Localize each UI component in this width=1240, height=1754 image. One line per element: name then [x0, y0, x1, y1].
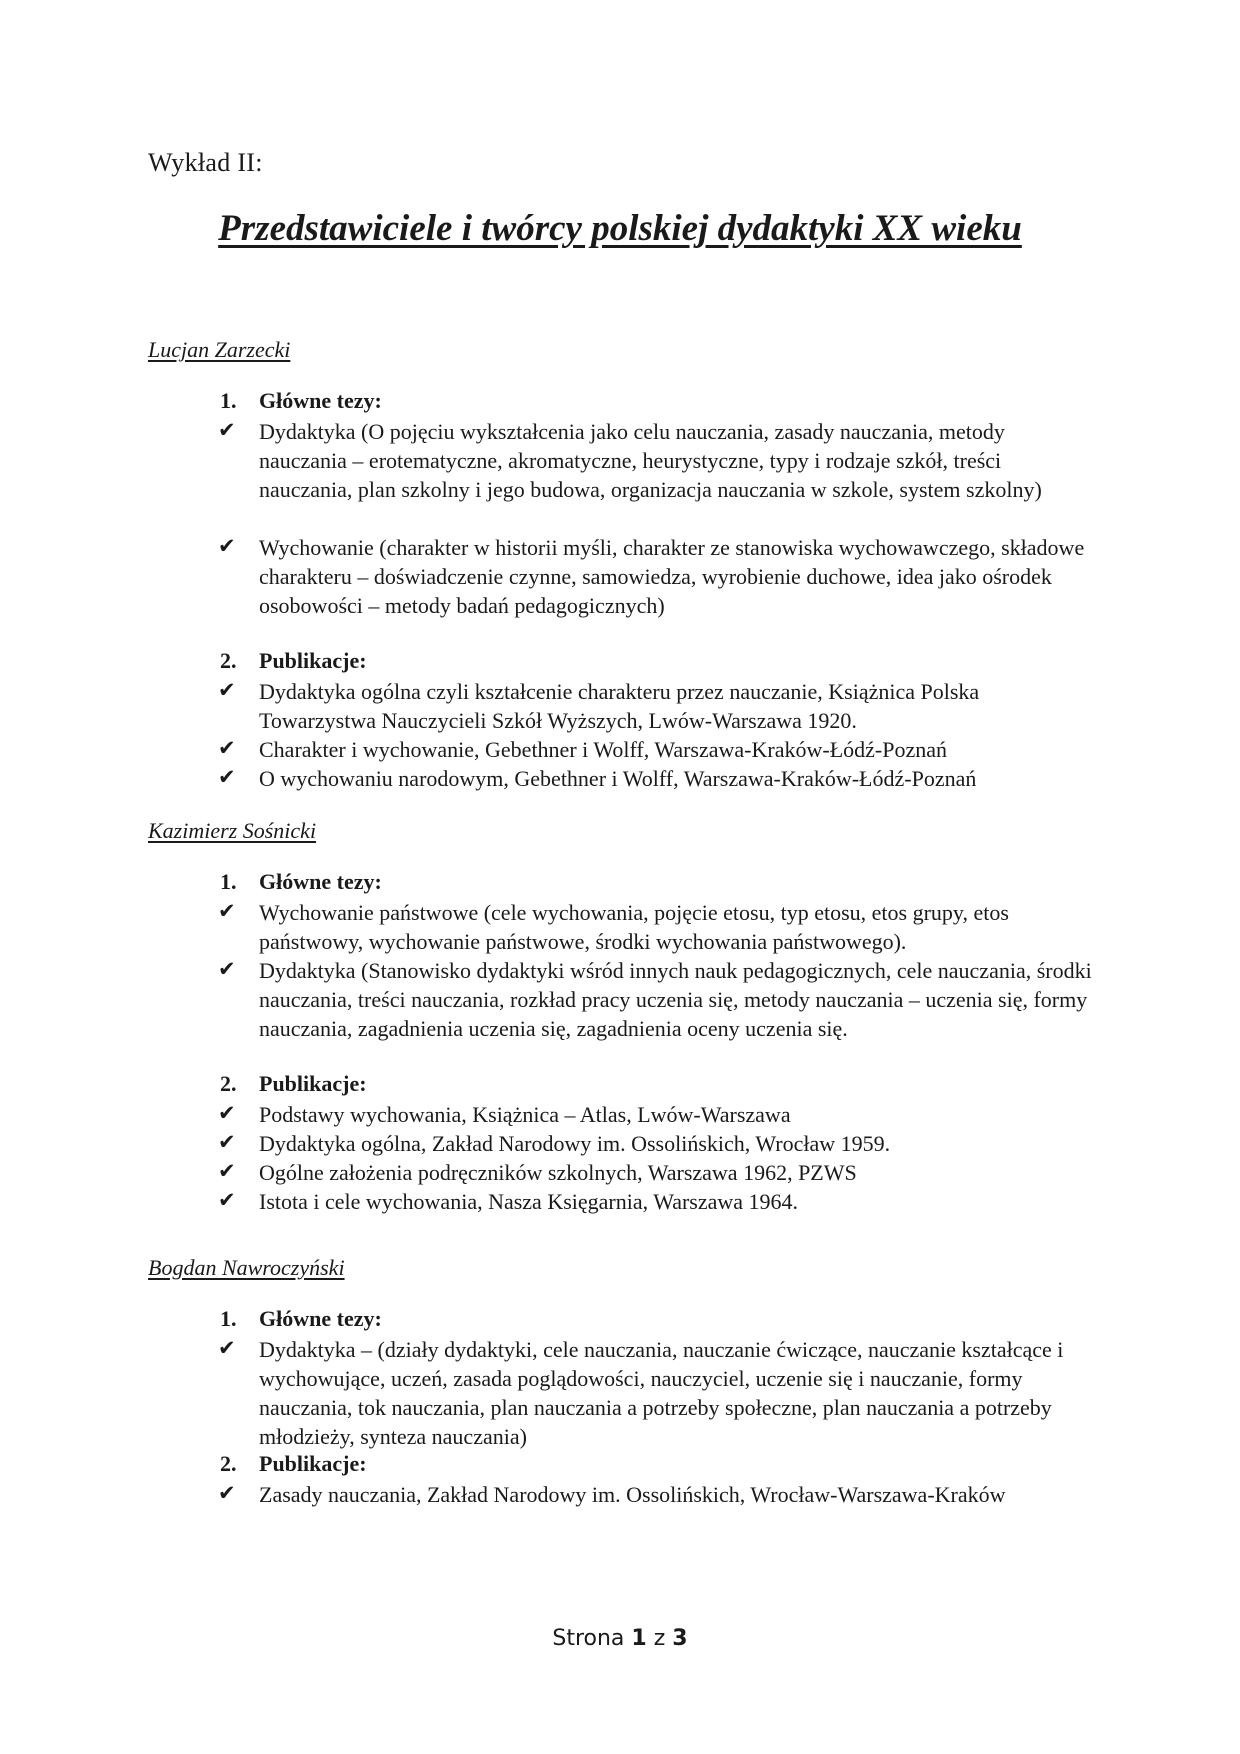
page-separator: z	[653, 1626, 666, 1651]
publications-heading	[220, 1071, 367, 1097]
list-item	[218, 533, 1098, 620]
list-item	[218, 1129, 1098, 1158]
item-text: Wychowanie (charakter w historii myśli, charakter ze stanowiska wychowawczego, składowe charakteru – doświadczenie czynne, samowiedza, wyrobienie duchowe, idea jako ośrodek osobowości – metody badań pedagogicznych)	[259, 535, 1085, 618]
item-text: Charakter i wychowanie, Gebethner i Wolff, Warszawa-Kraków-Łódź-Poznań	[259, 737, 947, 762]
list-item	[218, 1480, 1098, 1509]
check-icon: ✔	[218, 1130, 236, 1154]
list-item	[218, 735, 1098, 764]
item-text: Dydaktyka – (działy dydaktyki, cele nauczania, nauczanie ćwiczące, nauczanie kształcące i wychowujące, uczeń, zasada poglądowości, nauczyciel, uczenie się i nauczanie, formy nauczania, tok nauczania, plan nauczania a potrzeby społeczne, plan nauczania a potrzeby młodzieży, synteza nauczania)	[259, 1337, 1064, 1449]
check-icon: ✔	[218, 534, 236, 558]
check-icon: ✔	[218, 957, 236, 981]
item-text: Dydaktyka (Stanowisko dydaktyki wśród innych nauk pedagogicznych, cele nauczania, środki nauczania, treści nauczania, rozkład pracy uczenia się, metody nauczania – uczenia się, formy nauczania, zagadnienia uczenia się, zagadnienia oceny uczenia się.	[259, 958, 1092, 1041]
author-name: Lucjan Zarzecki	[148, 337, 291, 362]
item-text: Zasady nauczania, Zakład Narodowy im. Ossolińskich, Wrocław-Warszawa-Kraków	[259, 1482, 1006, 1507]
page-label: Strona	[552, 1626, 625, 1651]
list-item	[218, 417, 1098, 504]
item-text: Istota i cele wychowania, Nasza Księgarnia, Warszawa 1964.	[259, 1189, 799, 1214]
check-icon: ✔	[218, 1481, 236, 1505]
publications-heading	[220, 648, 367, 674]
item-text: Dydaktyka ogólna czyli kształcenie charakteru przez nauczanie, Książnica Polska Towarzystwa Nauczycieli Szkół Wyższych, Lwów-Warszawa 1920.	[259, 679, 980, 733]
list-item	[218, 764, 1098, 793]
current-page-number: 1	[631, 1626, 647, 1651]
list-item	[218, 1335, 1098, 1451]
check-icon: ✔	[218, 1336, 236, 1360]
heading-label: Główne tezy:	[259, 869, 382, 894]
list-number: 2.	[220, 1071, 237, 1096]
item-text: Dydaktyka (O pojęciu wykształcenia jako celu nauczania, zasady nauczania, metody nauczania – erotematyczne, akromatyczne, heurystyczne, typy i rodzaje szkół, treści nauczania, plan szkolny i jego budowa, organizacja nauczania w szkole, system szkolny)	[259, 419, 1042, 502]
author-name: Kazimierz Sośnicki	[148, 818, 317, 843]
list-item	[218, 1158, 1098, 1187]
list-item	[218, 1187, 1098, 1216]
page-title: Przedstawiciele i twórcy polskiej dydaktyki XX wieku	[218, 208, 1022, 249]
check-icon: ✔	[218, 678, 236, 702]
heading-label: Publikacje:	[259, 1071, 367, 1096]
check-icon: ✔	[218, 765, 236, 789]
total-pages-number: 3	[672, 1626, 688, 1651]
check-icon: ✔	[218, 899, 236, 923]
item-text: O wychowaniu narodowym, Gebethner i Wolff, Warszawa-Kraków-Łódź-Poznań	[259, 766, 977, 791]
item-text: Ogólne założenia podręczników szkolnych, Warszawa 1962, PZWS	[259, 1160, 857, 1185]
check-icon: ✔	[218, 1159, 236, 1183]
author-name: Bogdan Nawroczyński	[148, 1255, 345, 1280]
list-item	[218, 1100, 1098, 1129]
list-number: 2.	[220, 648, 237, 673]
theses-heading	[220, 388, 382, 414]
list-item	[218, 956, 1098, 1043]
heading-label: Publikacje:	[259, 1451, 367, 1476]
lecture-label: Wykład II:	[148, 148, 263, 177]
heading-label: Główne tezy:	[259, 388, 382, 413]
heading-label: Publikacje:	[259, 648, 367, 673]
list-number: 1.	[220, 869, 237, 894]
item-text: Wychowanie państwowe (cele wychowania, pojęcie etosu, typ etosu, etos grupy, etos państwowy, wychowanie państwowe, środki wychowania państwowego).	[259, 900, 1009, 954]
list-number: 1.	[220, 1306, 237, 1331]
list-item	[218, 677, 1098, 735]
check-icon: ✔	[218, 1188, 236, 1212]
list-item	[218, 898, 1098, 956]
publications-heading	[220, 1451, 367, 1477]
theses-heading	[220, 1306, 382, 1332]
page-footer	[0, 1626, 1240, 1651]
item-text: Podstawy wychowania, Książnica – Atlas, Lwów-Warszawa	[259, 1102, 791, 1127]
check-icon: ✔	[218, 418, 236, 442]
theses-heading	[220, 869, 382, 895]
item-text: Dydaktyka ogólna, Zakład Narodowy im. Ossolińskich, Wrocław 1959.	[259, 1131, 891, 1156]
list-number: 2.	[220, 1451, 237, 1476]
check-icon: ✔	[218, 736, 236, 760]
check-icon: ✔	[218, 1101, 236, 1125]
heading-label: Główne tezy:	[259, 1306, 382, 1331]
list-number: 1.	[220, 388, 237, 413]
